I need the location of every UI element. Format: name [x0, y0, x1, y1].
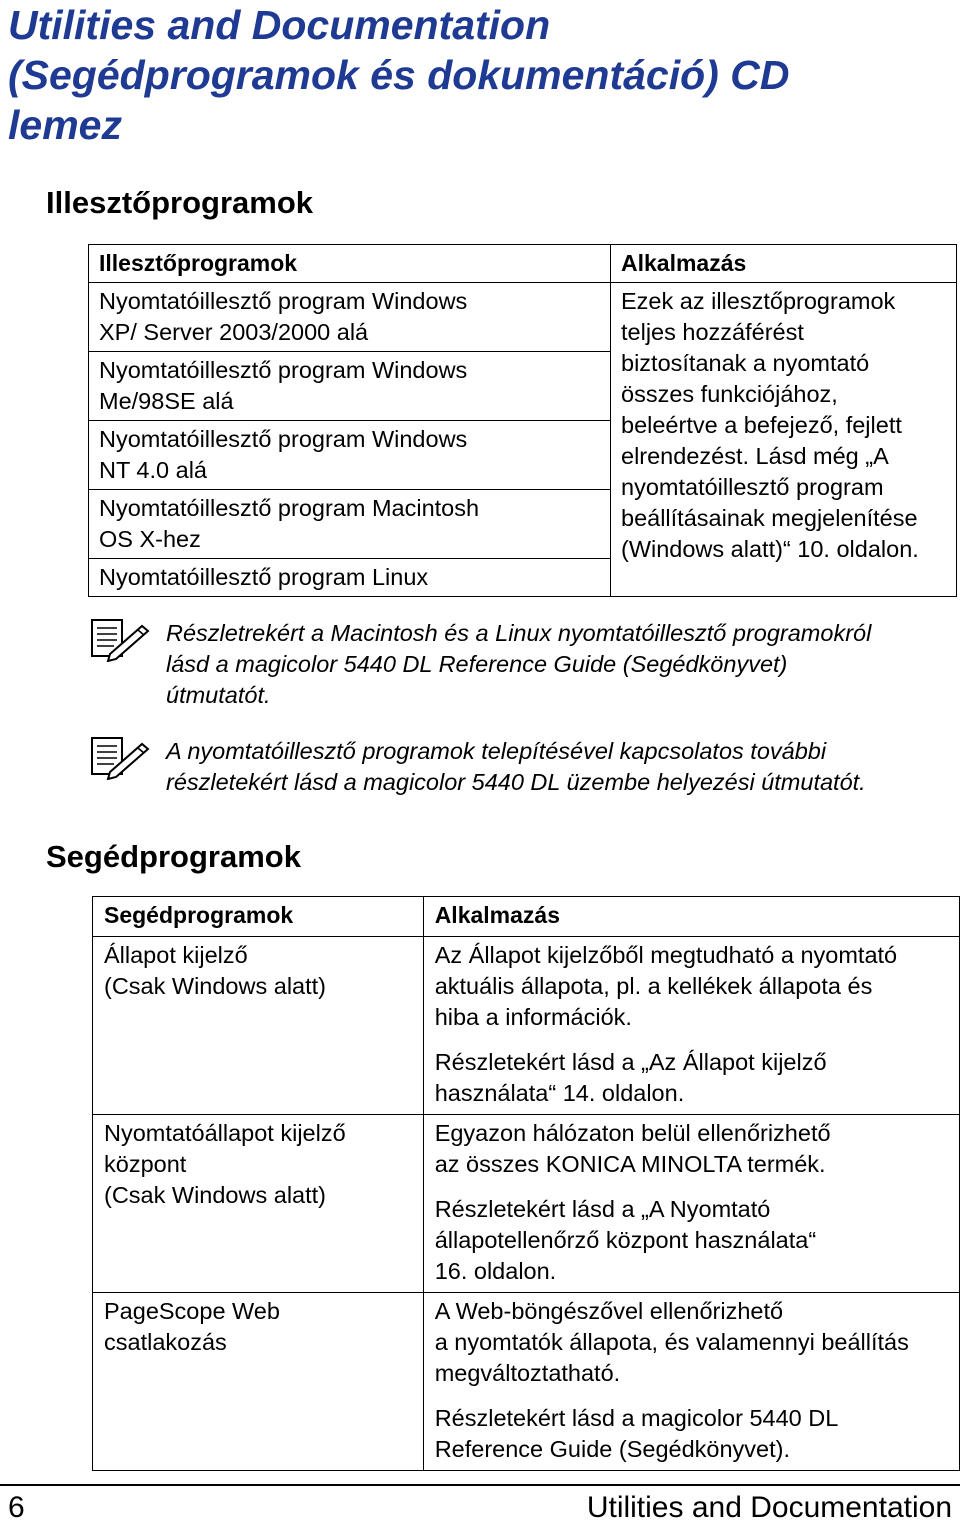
driver-item-line: Nyomtatóillesztő program Windows — [99, 357, 468, 383]
utility-name-line: csatlakozás — [104, 1329, 227, 1355]
utility-paragraph — [435, 1118, 959, 1180]
driver-item-line: Nyomtatóillesztő program Linux — [99, 564, 429, 590]
driver-item — [89, 282, 610, 351]
utility-paragraph — [435, 1047, 959, 1109]
page-title-line: Utilities and Documentation — [8, 2, 551, 48]
utility-line: 16. oldalon. — [434, 1258, 557, 1284]
note-pencil-icon — [90, 736, 152, 780]
table-row — [93, 1293, 960, 1471]
drivers-section-title: Illesztőprogramok — [46, 185, 313, 220]
note-text — [166, 618, 871, 711]
utilities-table — [92, 896, 960, 1471]
utility-line: Részletekért lásd a „A Nyomtató — [434, 1196, 771, 1222]
note-line: A nyomtatóillesztő programok telepítésével kapcsolatos további — [166, 738, 827, 764]
utility-name-cell — [93, 1115, 424, 1293]
footer-page-number: 6 — [8, 1491, 25, 1524]
utility-line: állapotellenőrző központ használata“ — [434, 1227, 817, 1253]
utility-line: a nyomtatók állapota, és valamennyi beállítás — [434, 1329, 909, 1355]
driver-item — [89, 558, 610, 596]
utility-line: aktuális állapota, pl. a kellékek állapota és — [434, 973, 873, 999]
drivers-col2-header: Alkalmazás — [621, 250, 747, 276]
driver-item-line: Nyomtatóillesztő program Windows — [99, 426, 468, 452]
driver-item — [89, 351, 610, 420]
description-line: beállításainak megjelenítése — [621, 505, 918, 531]
note-line: útmutatót. — [166, 682, 271, 708]
utility-paragraph — [435, 940, 959, 1033]
description-line: biztosítanak a nyomtató — [621, 350, 870, 376]
utilities-section-title: Segédprogramok — [46, 839, 301, 874]
driver-item-line: Nyomtatóillesztő program Windows — [99, 288, 468, 314]
note-text — [166, 736, 866, 798]
page-title — [8, 0, 948, 150]
description-line: teljes hozzáférést — [621, 319, 804, 345]
driver-item-line: XP/ Server 2003/2000 alá — [99, 319, 369, 345]
utility-name-line: központ — [104, 1151, 187, 1177]
utility-description-cell — [423, 1293, 959, 1471]
utility-description-cell — [423, 1115, 959, 1293]
page-title-line: (Segédprogramok és dokumentáció) CD — [8, 52, 790, 98]
table-row — [93, 937, 960, 1115]
utility-line: hiba a információk. — [434, 1004, 632, 1030]
utility-line: Az Állapot kijelzőből megtudható a nyomtató — [434, 942, 898, 968]
table-row — [93, 1115, 960, 1293]
utility-line: az összes KONICA MINOLTA termék. — [434, 1151, 826, 1177]
utility-paragraph — [435, 1403, 959, 1465]
note-pencil-icon — [90, 618, 152, 662]
footer-title: Utilities and Documentation — [586, 1491, 952, 1524]
note — [90, 736, 950, 836]
description-line: nyomtatóillesztő program — [621, 474, 884, 500]
utility-line: megváltoztatható. — [434, 1360, 621, 1386]
drivers-table — [88, 244, 957, 597]
utility-name-line: Állapot kijelző — [104, 942, 248, 968]
utility-name-cell — [93, 1293, 424, 1471]
driver-item-line: Nyomtatóillesztő program Macintosh — [99, 495, 480, 521]
description-line: Ezek az illesztőprogramok — [621, 288, 896, 314]
utility-description-cell — [423, 937, 959, 1115]
page-title-line: lemez — [8, 102, 122, 148]
utility-name-cell — [93, 937, 424, 1115]
driver-item-line: NT 4.0 alá — [99, 457, 207, 483]
description-line: összes funkciójához, — [621, 381, 838, 407]
drivers-list-cell — [89, 245, 611, 597]
utility-name-line: PageScope Web — [104, 1298, 280, 1324]
description-line: (Windows alatt)“ 10. oldalon. — [621, 536, 919, 562]
utility-name-line: (Csak Windows alatt) — [104, 973, 326, 999]
utility-line: Egyazon hálózaton belül ellenőrizhető — [434, 1120, 831, 1146]
driver-item-line: OS X-hez — [99, 526, 201, 552]
utilities-header-row — [93, 897, 960, 937]
note-line: lásd a magicolor 5440 DL Reference Guide (Segédkönyvet) — [166, 651, 788, 677]
note — [90, 618, 950, 718]
note-line: részletekért lásd a magicolor 5440 DL üzembe helyezési útmutatót. — [166, 769, 866, 795]
utility-paragraph — [435, 1194, 959, 1287]
utility-paragraph — [435, 1296, 959, 1389]
utility-line: Részletekért lásd a magicolor 5440 DL — [434, 1405, 839, 1431]
utility-line: Részletekért lásd a „Az Állapot kijelző — [434, 1049, 827, 1075]
driver-item — [89, 420, 610, 489]
utilities-col2-header: Alkalmazás — [423, 897, 959, 937]
driver-item-line: Me/98SE alá — [99, 388, 234, 414]
drivers-description — [611, 282, 956, 565]
utility-name-line: (Csak Windows alatt) — [104, 1182, 326, 1208]
utilities-col1-header: Segédprogramok — [93, 897, 424, 937]
footer-divider — [0, 1484, 960, 1486]
utility-line: használata“ 14. oldalon. — [434, 1080, 685, 1106]
utility-name-line: Nyomtatóállapot kijelző — [104, 1120, 346, 1146]
description-line: elrendezést. Lásd még „A — [621, 443, 889, 469]
utility-line: Reference Guide (Segédkönyvet). — [434, 1436, 790, 1462]
driver-item — [89, 489, 610, 558]
description-line: beleértve a befejező, fejlett — [621, 412, 902, 438]
utility-line: A Web-böngészővel ellenőrizhető — [434, 1298, 784, 1324]
note-line: Részletrekért a Macintosh és a Linux nyomtatóillesztő programokról — [166, 620, 872, 646]
drivers-col1-header: Illesztőprogramok — [99, 250, 298, 276]
drivers-description-cell — [611, 245, 957, 597]
